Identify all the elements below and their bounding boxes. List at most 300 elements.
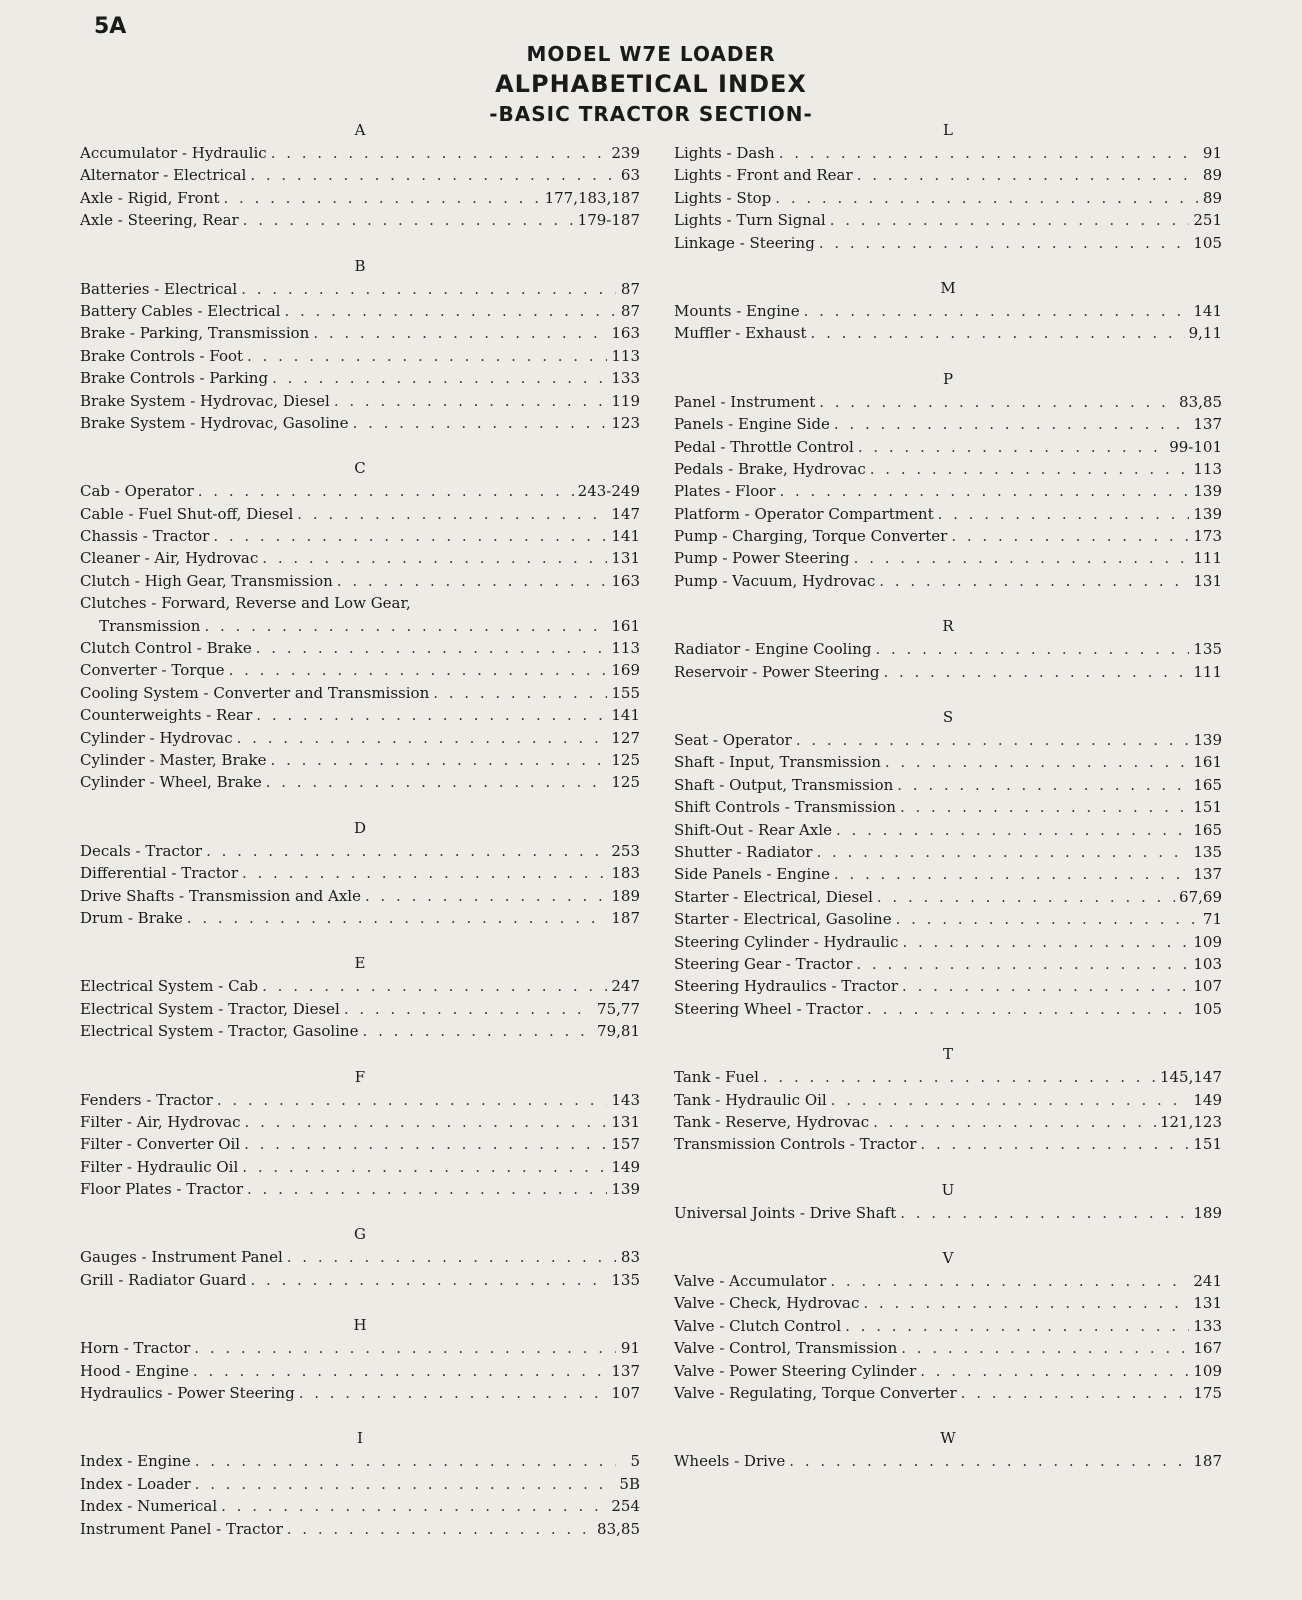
entry-page: 79,81 [597, 1022, 640, 1041]
section-gap [80, 1043, 640, 1065]
index-entry [674, 1315, 1222, 1337]
entry-name: Electrical System - Tractor, Gasoline [80, 1022, 359, 1041]
index-entry [674, 525, 1222, 547]
leader-dots [187, 907, 608, 929]
entry-page: 163 [611, 571, 640, 590]
entry-page: 107 [1193, 977, 1222, 996]
entry-page: 147 [611, 504, 640, 523]
entry-name: Plates - Floor [674, 482, 776, 501]
entry-name: Index - Engine [80, 1452, 191, 1471]
entry-page: 131 [611, 1112, 640, 1131]
index-entry [80, 1450, 640, 1472]
leader-dots [195, 1473, 616, 1495]
leader-dots [256, 704, 607, 726]
section-gap [674, 683, 1222, 705]
index-entry [80, 1133, 640, 1155]
index-entry [80, 1360, 640, 1382]
leader-dots [250, 164, 616, 186]
entry-page: 161 [1193, 753, 1222, 772]
leader-dots [804, 300, 1190, 322]
leader-dots [353, 412, 608, 434]
index-entry [80, 278, 640, 300]
section-letter: M [940, 278, 956, 297]
index-entry [80, 840, 640, 862]
leader-dots [250, 1269, 607, 1291]
index-entry [674, 863, 1222, 885]
index-entry [674, 661, 1222, 683]
index-entry [674, 1133, 1222, 1155]
entry-name: Transmission Controls - Tractor [674, 1135, 917, 1154]
entry-name: Universal Joints - Drive Shaft [674, 1203, 897, 1222]
leader-dots [854, 547, 1190, 569]
entry-page: 75,77 [597, 999, 640, 1018]
section-gap [674, 1404, 1222, 1426]
entry-page: 121,123 [1159, 1112, 1222, 1131]
index-entry [80, 998, 640, 1020]
leader-dots [867, 998, 1189, 1020]
leader-dots [229, 659, 608, 681]
entry-name: Steering Gear - Tractor [674, 954, 853, 973]
section-letter: H [353, 1316, 367, 1335]
leader-dots [883, 661, 1189, 683]
leader-dots [938, 503, 1190, 525]
leader-dots [271, 749, 608, 771]
entry-name: Lights - Turn Signal [674, 211, 826, 230]
entry-name: Platform - Operator Compartment [674, 504, 934, 523]
index-entry [674, 819, 1222, 841]
leader-dots [951, 525, 1189, 547]
leader-dots [247, 1178, 607, 1200]
leader-dots [224, 187, 541, 209]
leader-dots [779, 142, 1198, 164]
entry-page: 83 [620, 1248, 640, 1267]
section-letter: E [354, 954, 366, 973]
entry-page: 83,85 [597, 1519, 640, 1538]
entry-page: 133 [1193, 1316, 1222, 1335]
leader-dots [834, 413, 1189, 435]
entry-name: Valve - Regulating, Torque Converter [674, 1384, 957, 1403]
leader-dots [857, 164, 1198, 186]
leader-dots [193, 1360, 607, 1382]
entry-page: 9,11 [1188, 324, 1222, 343]
entry-page: 125 [611, 750, 640, 769]
entry-name: Pedal - Throttle Control [674, 437, 854, 456]
index-entry [674, 886, 1222, 908]
leader-dots [242, 1156, 607, 1178]
index-entry [674, 458, 1222, 480]
entry-page: 187 [611, 908, 640, 927]
index-entry [674, 1450, 1222, 1472]
leader-dots [920, 1360, 1189, 1382]
entry-page: 131 [1193, 1294, 1222, 1313]
entry-name: Brake Controls - Foot [80, 346, 244, 365]
entry-name: Side Panels - Engine [674, 865, 830, 884]
entry-page: 111 [1193, 662, 1222, 681]
leader-dots [863, 1292, 1189, 1314]
entry-page: 247 [611, 977, 640, 996]
entry-name: Valve - Power Steering Cylinder [674, 1361, 917, 1380]
index-entry [80, 209, 640, 231]
entry-page: 179-187 [577, 211, 640, 230]
index-entry [674, 729, 1222, 751]
leader-dots [284, 300, 616, 322]
entry-name: Filter - Converter Oil [80, 1135, 241, 1154]
entry-name: Mounts - Engine [674, 301, 800, 320]
entry-page: 89 [1202, 188, 1222, 207]
section-letter: L [943, 121, 953, 139]
leader-dots [243, 209, 574, 231]
index-entry [674, 908, 1222, 930]
entry-name: Clutches - Forward, Reverse and Low Gear, [80, 594, 411, 613]
leader-dots [789, 1450, 1189, 1472]
leader-dots [796, 729, 1190, 751]
entry-page: 139 [1193, 482, 1222, 501]
index-entry [80, 164, 640, 186]
index-entry [80, 637, 640, 659]
leader-dots [763, 1066, 1156, 1088]
index-entry [674, 1089, 1222, 1111]
entry-name: Linkage - Steering [674, 233, 815, 252]
index-entry [674, 953, 1222, 975]
index-entry [80, 1178, 640, 1200]
leader-dots [334, 390, 608, 412]
entry-page: 189 [1193, 1203, 1222, 1222]
leader-dots [287, 1518, 593, 1540]
entry-page: 241 [1193, 1272, 1222, 1291]
entry-name: Cab - Operator [80, 482, 194, 501]
index-entry [80, 547, 640, 569]
entry-name: Axle - Rigid, Front [80, 188, 220, 207]
entry-page: 91 [1202, 144, 1222, 162]
index-entry [674, 436, 1222, 458]
entry-name: Brake System - Hydrovac, Gasoline [80, 413, 349, 432]
section-letter: P [942, 369, 954, 388]
index-entry [80, 1020, 640, 1042]
index-entry [80, 367, 640, 389]
entry-page: 107 [611, 1384, 640, 1403]
entry-name: Index - Loader [80, 1474, 191, 1493]
section-gap [80, 232, 640, 254]
entry-page: 189 [611, 886, 640, 905]
entry-name: Starter - Electrical, Gasoline [674, 910, 892, 929]
index-entry [80, 615, 640, 637]
index-entry [80, 1518, 640, 1540]
index-entry [674, 841, 1222, 863]
entry-page: 63 [620, 166, 640, 185]
index-entry [80, 300, 640, 322]
leader-dots [902, 975, 1189, 997]
entry-page: 71 [1202, 910, 1222, 929]
index-entry [80, 525, 640, 547]
leader-dots [856, 953, 1189, 975]
entry-name: Lights - Stop [674, 188, 772, 207]
entry-name: Electrical System - Tractor, Diesel [80, 999, 340, 1018]
index-entry [80, 682, 640, 704]
leader-dots [901, 1337, 1189, 1359]
index-entry [674, 570, 1222, 592]
entry-page: 151 [1193, 798, 1222, 817]
index-entry [674, 774, 1222, 796]
entry-name: Cylinder - Hydrovac [80, 728, 233, 747]
index-entry [80, 1156, 640, 1178]
entry-page: 113 [611, 346, 640, 365]
section-title: -BASIC TRACTOR SECTION- [489, 102, 813, 126]
entry-page: 141 [611, 527, 640, 546]
index-entry [674, 1292, 1222, 1314]
entry-name: Pump - Charging, Torque Converter [674, 527, 948, 546]
entry-page: 109 [1193, 1361, 1222, 1380]
index-entry [674, 1382, 1222, 1404]
index-entry [674, 300, 1222, 322]
entry-page: 139 [1193, 504, 1222, 523]
leader-dots [213, 525, 607, 547]
entry-page: 105 [1193, 233, 1222, 252]
index-entry [674, 1202, 1222, 1224]
entry-page: 177,183,187 [544, 188, 640, 207]
entry-name: Transmission [80, 616, 201, 635]
index-entry [674, 1066, 1222, 1088]
entry-page: 167 [1193, 1339, 1222, 1358]
index-entry [674, 638, 1222, 660]
index-title: ALPHABETICAL INDEX [495, 70, 807, 98]
entry-page: 137 [1193, 415, 1222, 434]
entry-page: 157 [611, 1135, 640, 1154]
entry-name: Grill - Radiator Guard [80, 1270, 247, 1289]
section-letter: B [354, 256, 366, 275]
index-entry [674, 796, 1222, 818]
entry-page: 175 [1193, 1384, 1222, 1403]
entry-page: 253 [611, 841, 640, 860]
section-gap [80, 929, 640, 951]
leader-dots [830, 209, 1190, 231]
entry-page: 165 [1193, 775, 1222, 794]
index-entry [80, 1089, 640, 1111]
entry-page: 169 [611, 661, 640, 680]
index-entry [674, 164, 1222, 186]
section-letter: G [354, 1225, 366, 1244]
leader-dots [195, 1450, 616, 1472]
entry-page: 125 [611, 773, 640, 792]
leader-dots [287, 1246, 616, 1268]
index-entry [80, 704, 640, 726]
index-entry [674, 998, 1222, 1020]
entry-name: Shift Controls - Transmission [674, 798, 896, 817]
section-letter: T [942, 1045, 953, 1064]
leader-dots [845, 1315, 1189, 1337]
leader-dots [897, 774, 1189, 796]
entry-name: Muffler - Exhaust [674, 324, 807, 343]
section-gap [674, 1156, 1222, 1178]
entry-page: 141 [611, 706, 640, 725]
index-entry [80, 1337, 640, 1359]
entry-name: Cooling System - Converter and Transmission [80, 683, 430, 702]
entry-page: 161 [611, 616, 640, 635]
index-entry [80, 1269, 640, 1291]
entry-page: 187 [1193, 1452, 1222, 1471]
section-gap [80, 1200, 640, 1222]
index-entry [80, 187, 640, 209]
entry-page: 149 [611, 1157, 640, 1176]
entry-page: 113 [611, 639, 640, 658]
leader-dots [221, 1495, 607, 1517]
entry-name: Starter - Electrical, Diesel [674, 887, 873, 906]
entry-name: Wheels - Drive [674, 1452, 786, 1471]
leader-dots [896, 908, 1198, 930]
leader-dots [834, 863, 1189, 885]
leader-dots [204, 615, 607, 637]
index-entry [674, 322, 1222, 344]
entry-page: 119 [611, 391, 640, 410]
entry-name: Pump - Vacuum, Hydrovac [674, 571, 876, 590]
entry-page: 155 [611, 683, 640, 702]
entry-name: Cylinder - Master, Brake [80, 750, 267, 769]
entry-page: 163 [611, 324, 640, 343]
leader-dots [816, 841, 1189, 863]
leader-dots [870, 458, 1190, 480]
leader-dots [194, 1337, 616, 1359]
entry-page: 254 [611, 1497, 640, 1516]
leader-dots [313, 322, 607, 344]
entry-page: 131 [1193, 571, 1222, 590]
entry-name: Seat - Operator [674, 731, 792, 750]
entry-page: 89 [1202, 166, 1222, 185]
entry-page: 5B [619, 1474, 640, 1493]
leader-dots [819, 391, 1175, 413]
leader-dots [775, 187, 1198, 209]
entry-page: 165 [1193, 820, 1222, 839]
entry-page: 109 [1193, 932, 1222, 951]
entry-name: Filter - Air, Hydrovac [80, 1112, 241, 1131]
entry-name: Steering Cylinder - Hydraulic [674, 932, 899, 951]
section-letter: F [354, 1067, 366, 1086]
entry-name: Valve - Clutch Control [674, 1316, 842, 1335]
entry-name: Hydraulics - Power Steering [80, 1384, 295, 1403]
index-entry [80, 749, 640, 771]
entry-name: Gauges - Instrument Panel [80, 1248, 283, 1267]
index-entry [674, 931, 1222, 953]
section-letter: A [354, 121, 366, 139]
entry-name: Steering Wheel - Tractor [674, 999, 864, 1018]
entry-name: Drive Shafts - Transmission and Axle [80, 886, 361, 905]
leader-dots [819, 232, 1190, 254]
entry-name: Brake System - Hydrovac, Diesel [80, 391, 330, 410]
entry-name: Horn - Tractor [80, 1339, 191, 1358]
index-entry [80, 570, 640, 592]
entry-page: 135 [1193, 842, 1222, 861]
entry-page: 111 [1193, 549, 1222, 568]
entry-page: 87 [620, 279, 640, 298]
section-gap [80, 434, 640, 456]
entry-name: Battery Cables - Electrical [80, 301, 281, 320]
entry-name: Panels - Engine Side [674, 415, 830, 434]
entry-page: 131 [611, 549, 640, 568]
index-entry [80, 1473, 640, 1495]
entry-page: 139 [611, 1180, 640, 1199]
leader-dots [244, 1133, 607, 1155]
entry-name: Pedals - Brake, Hydrovac [674, 459, 866, 478]
leader-dots [900, 796, 1189, 818]
leader-dots [271, 142, 608, 164]
leader-dots [920, 1133, 1189, 1155]
entry-page: 183 [611, 864, 640, 883]
index-entry [674, 1111, 1222, 1133]
section-letter: U [941, 1180, 955, 1199]
leader-dots [433, 682, 607, 704]
entry-name: Electrical System - Cab [80, 977, 259, 996]
entry-name: Axle - Steering, Rear [80, 211, 239, 230]
entry-name: Brake - Parking, Transmission [80, 324, 310, 343]
leader-dots [241, 278, 616, 300]
entry-page: 67,69 [1179, 887, 1222, 906]
index-entry [80, 659, 640, 681]
index-entry [674, 232, 1222, 254]
entry-name: Drum - Brake [80, 908, 183, 927]
index-entry [674, 975, 1222, 997]
entry-page: 123 [611, 413, 640, 432]
index-entry [80, 390, 640, 412]
leader-dots [363, 1020, 594, 1042]
entry-name: Lights - Front and Rear [674, 166, 853, 185]
section-gap [674, 1020, 1222, 1042]
index-entry [674, 503, 1222, 525]
index-entry [674, 391, 1222, 413]
entry-page: 135 [611, 1270, 640, 1289]
section-letter: D [353, 818, 367, 837]
index-entry [80, 1495, 640, 1517]
entry-name: Pump - Power Steering [674, 549, 850, 568]
index-entry [674, 547, 1222, 569]
leader-dots [961, 1382, 1190, 1404]
index-entry [80, 862, 640, 884]
index-entry [674, 187, 1222, 209]
index-entry [80, 1246, 640, 1268]
entry-name: Radiator - Engine Cooling [674, 640, 872, 659]
leader-dots [242, 862, 607, 884]
entry-name: Converter - Torque [80, 661, 225, 680]
leader-dots [830, 1270, 1189, 1292]
leader-dots [344, 998, 593, 1020]
entry-name: Chassis - Tractor [80, 527, 210, 546]
leader-dots [206, 840, 607, 862]
index-column-left [80, 118, 640, 1540]
entry-page: 5 [630, 1452, 640, 1471]
section-gap [80, 794, 640, 816]
entry-page: 139 [1193, 731, 1222, 750]
entry-name: Valve - Control, Transmission [674, 1339, 898, 1358]
index-entry [80, 727, 640, 749]
page-number: 5A [94, 14, 127, 39]
index-entry [80, 592, 640, 614]
leader-dots [902, 931, 1189, 953]
index-entry [674, 1270, 1222, 1292]
entry-page: 151 [1193, 1135, 1222, 1154]
entry-name: Cable - Fuel Shut-off, Diesel [80, 504, 294, 523]
index-entry [674, 209, 1222, 231]
entry-name: Shift-Out - Rear Axle [674, 820, 832, 839]
entry-name: Tank - Reserve, Hydrovac [674, 1112, 870, 1131]
entry-page: 137 [611, 1361, 640, 1380]
leader-dots [337, 570, 608, 592]
leader-dots [262, 547, 607, 569]
section-letter: W [940, 1429, 956, 1448]
index-entry [674, 751, 1222, 773]
entry-page: 145,147 [1159, 1068, 1222, 1087]
leader-dots [885, 751, 1190, 773]
section-letter: I [357, 1429, 363, 1448]
entry-page: 243-249 [577, 482, 640, 501]
entry-page: 173 [1193, 527, 1222, 546]
entry-page: 113 [1193, 459, 1222, 478]
